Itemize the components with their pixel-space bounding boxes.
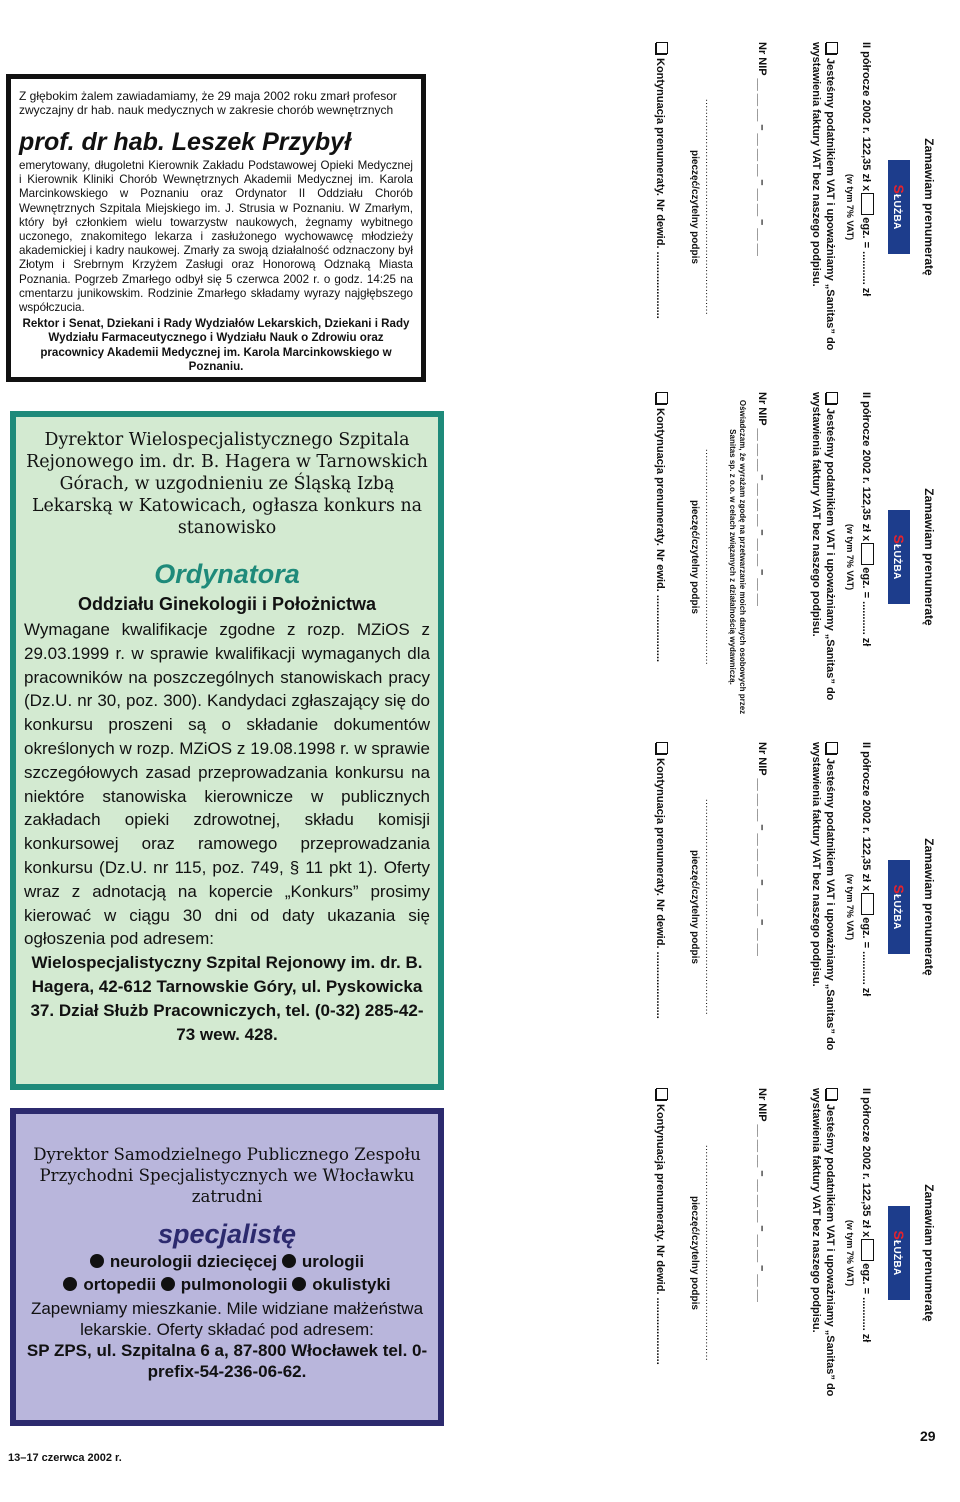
subscription-coupon[interactable] [476,742,950,1072]
nip-field[interactable]: Nr NIP __ __ __ – __ __ __ – __ __ – __ __ [756,392,768,606]
quantity-field[interactable] [861,193,874,215]
consent-text: Oświadczam, że wyrażam zgodę na przetwarzanie moich danych osobowych przez Sanitas sp. z o.o. w celach związanych z działalnością wydawniczą. [728,399,747,715]
vat-note: (w tym 7% VAT) [845,1219,855,1287]
obituary-box [6,74,426,382]
ad-text: Zapewniamy mieszkanie. Mile widziane małżeństwa lekarskie. Oferty składać pod adresem: [30,1299,424,1339]
vat-checkbox[interactable] [826,742,838,754]
job-ad-specialist [10,1108,444,1426]
continuation-option: Kontynuacja prenumeraty. Nr dewid. ...................... [654,42,668,372]
vat-statement: Jesteśmy podatnikiem VAT i upoważniamy „Sanitas” do wystawienia faktury VAT bez naszego podpisu. [810,392,836,701]
job-ad-ordynator [10,411,444,1090]
sluzba-zdrowia-logo: SŁUŻBA ZDROWIA [888,510,910,604]
page-number: 29 [920,1428,936,1444]
coupon-price: II półrocze 2002 r. 122,35 zł xegz. = ........... zł [860,392,872,647]
ad-header: Dyrektor Wielospecjalistycznego Szpitala Rejonowego im. dr. B. Hagera w Tarnowskich Górach, w uzgodnieniu ze Śląską Izbą Lekarską w Katowicach, ogłasza konkurs na stanowisko [26,430,428,538]
nip-field[interactable]: Nr NIP __ __ __ – __ __ __ – __ __ – __ __ [756,742,768,956]
continuation-checkbox[interactable] [656,392,668,404]
continuation-option: Kontynuacja prenumeraty. Nr dewid. ...................... [654,742,668,1072]
continuation-checkbox[interactable] [656,1088,668,1100]
vat-statement: Jesteśmy podatnikiem VAT i upoważniamy „Sanitas” do wystawienia faktury VAT bez naszego podpisu. [810,1088,836,1397]
continuation-checkbox[interactable] [656,42,668,54]
quantity-field[interactable] [861,1239,874,1261]
continuation-option: Kontynuacja prenumeraty. Nr dewid. ...................... [654,1088,668,1418]
sluzba-zdrowia-logo: SŁUŻBA ZDROWIA [888,1206,910,1300]
signature-line[interactable]: .................................................................. [703,448,714,666]
signature-label: pieczęć/czytelny podpis [689,150,700,264]
quantity-field[interactable] [861,893,874,915]
vat-note: (w tym 7% VAT) [845,873,855,941]
ad-department: Oddziału Ginekologii i Położnictwa [77,594,377,614]
bullet-icon [161,1277,175,1291]
signature-label: pieczęć/czytelny podpis [689,500,700,614]
subscription-coupon[interactable] [476,392,950,722]
ad-requirements: Wymagane kwalifikacje zgodne z rozp. MZiOS z 29.03.1999 r. w sprawie kwalifikacji wymaganych dla pracowników na poszczególnych stanowiskach pracy (Dz.U. nr 30, poz. 300). Kandydaci zgłaszający się do konkursu proszeni są o składanie dokumentów określonych w rozp. MZiOS z 19.08.1998 r. w sprawie szczegółowych zasad przeprowadzania konkursu na niektóre stanowiska kierownicze w publicznych zakładach opieki zdrowotnej, składu komisji konkursowej oraz ramowego przeprowadzania konkursu (Dz.U. nr 115, poz. 749, § 11 pkt 1). Oferty wraz z adnotacją na kopercie „Konkurs” prosimy kierować w ciągu 30 dni od daty ukazania się ogłoszenia pod adresem: [24,620,430,949]
specialty-item: ortopedii [83,1275,157,1294]
specialty-item: neurologii dziecięcej [109,1252,278,1271]
signature-line[interactable]: .................................................................. [703,798,714,1016]
bullet-icon [90,1254,104,1268]
bullet-icon [292,1277,306,1291]
bullet-icon [282,1254,296,1268]
coupon-price: II półrocze 2002 r. 122,35 zł xegz. = ........... zł [860,742,872,997]
signature-line[interactable]: .................................................................. [703,98,714,316]
coupon-order-title: Zamawiam prenumeratę [922,838,936,976]
coupon-order-title: Zamawiam prenumeratę [922,488,936,626]
obituary-signature: Rektor i Senat, Dziekani i Rady Wydziałów Lekarskich, Dziekani i Rady Wydziału Farmaceutycznego i Wydziału Nauk o Zdrowiu oraz pracownicy Akademii Medycznej im. Karola Marcinkowskiego w Poznaniu. [22,317,410,373]
vat-note: (w tym 7% VAT) [845,523,855,591]
subscription-coupon[interactable] [476,42,950,372]
sluzba-zdrowia-logo: SŁUŻBA ZDROWIA [888,860,910,954]
nip-field[interactable]: Nr NIP __ __ __ – __ __ __ – __ __ – __ __ [756,42,768,256]
ad-header: Dyrektor Samodzielnego Publicznego Zespołu Przychodni Specjalistycznych we Włocławku zatrudni [33,1145,421,1206]
vat-statement: Jesteśmy podatnikiem VAT i upoważniamy „Sanitas” do wystawienia faktury VAT bez naszego podpisu. [810,42,836,351]
obituary-name: prof. dr hab. Leszek Przybył [19,128,352,156]
nip-field[interactable]: Nr NIP __ __ __ – __ __ __ – __ __ – __ __ [756,1088,768,1302]
specialty-item: urologii [301,1252,365,1271]
continuation-checkbox[interactable] [656,742,668,754]
vat-checkbox[interactable] [826,1088,838,1100]
obituary-body: emerytowany, długoletni Kierownik Zakładu Podstawowej Opieki Medycznej i Kierownik Kliniki Chorób Wewnętrznych Akademii Medycznej im. Karola Marcinkowskiego w Poznaniu oraz Ordynator II Oddziału Chorób Wewnętrznych Szpitala Miejskiego im. J. Strusia w Poznaniu. W Zmarłym, który był członkiem wielu towarzystw naukowych, żegnamy wybitnego uczonego, znakomitego lekarza i zasłużonego wychowawcę młodzieży akademickiej i kadry naukowej. Zmarły za swoją działalność odznaczony był Złotym i Srebrnym Krzyżem Zasługi oraz Honorową Odznaką Miasta Poznania. Pogrzeb Zmarłego odbył się 5 czerwca 2002 r. o godz. 14:25 na cmentarzu junikowskim. Rodzinie Zmarłego składamy wyrazy najgłębszego współczucia. [19,159,413,315]
signature-label: pieczęć/czytelny podpis [689,1196,700,1310]
signature-line[interactable]: .................................................................. [703,1144,714,1362]
vat-note: (w tym 7% VAT) [845,173,855,241]
obituary-intro: Z głębokim żalem zawiadamiamy, że 29 maja 2002 roku zmarł profesor zwyczajny dr hab. nauk medycznych w zakresie chorób wewnętrznych [19,89,397,117]
issue-date: 13–17 czerwca 2002 r. [8,1452,122,1464]
vat-checkbox[interactable] [826,392,838,404]
vat-statement: Jesteśmy podatnikiem VAT i upoważniamy „Sanitas” do wystawienia faktury VAT bez naszego podpisu. [810,742,836,1051]
continuation-option: Kontynuacja prenumeraty. Nr ewid. ...................... [654,392,668,722]
specialty-line-2 [24,1273,430,1296]
ad-position: specjalistę [157,1219,297,1249]
coupon-order-title: Zamawiam prenumeratę [922,138,936,276]
ad-position: Ordynatora [154,559,300,589]
signature-label: pieczęć/czytelny podpis [689,850,700,964]
coupon-price: II półrocze 2002 r. 122,35 zł xegz. = ........... zł [860,1088,872,1343]
vat-checkbox[interactable] [826,42,838,54]
sluzba-zdrowia-logo: SŁUŻBA ZDROWIA [888,160,910,254]
quantity-field[interactable] [861,543,874,565]
bullet-icon [63,1277,77,1291]
coupon-price: II półrocze 2002 r. 122,35 zł xegz. = ........... zł [860,42,872,297]
ad-address: SP ZPS, ul. Szpitalna 6 a, 87-800 Włocławek tel. 0-prefix-54-236-06-62. [26,1341,428,1381]
specialty-line-1 [24,1250,430,1273]
coupon-order-title: Zamawiam prenumeratę [922,1184,936,1322]
specialty-item: okulistyki [312,1275,391,1294]
subscription-coupon[interactable] [476,1088,950,1418]
ad-address: Wielospecjalistyczny Szpital Rejonowy im. dr. B. Hagera, 42-612 Tarnowskie Góry, ul. Pyskowicka 37. Dział Służb Pracowniczych, tel. (0-32) 285-42-73 wew. 428. [30,953,424,1044]
specialty-item: pulmonologii [180,1275,288,1294]
